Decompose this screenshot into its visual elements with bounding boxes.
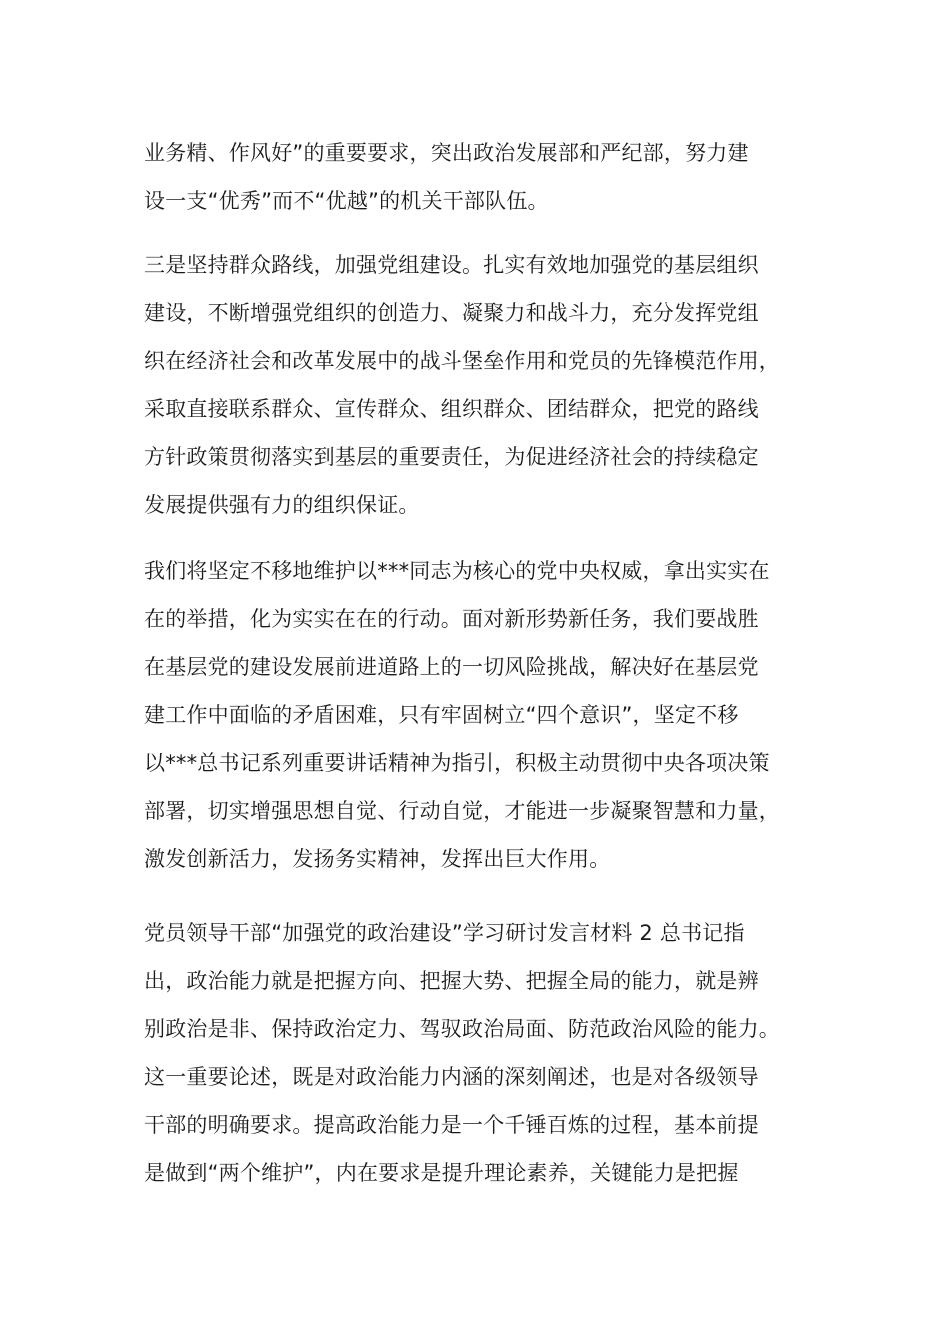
text-line: 在基层党的建设发展前进道路上的一切风险挑战，解决好在基层党 xyxy=(144,655,759,679)
text-line: 采取直接联系群众、宣传群众、组织群众、团结群众，把党的路线 xyxy=(144,397,759,421)
text-line: 织在经济社会和改革发展中的战斗堡垒作用和党员的先锋模范作用， xyxy=(144,349,780,373)
text-line: 别政治是非、保持政治定力、驾驭政治局面、防范政治风险的能力。 xyxy=(144,1017,780,1041)
text-line: 党员领导干部“加强党的政治建设”学习研讨发言材料 2 总书记指 xyxy=(144,921,745,945)
text-line: 是做到“两个维护”，内在要求是提升理论素养，关键能力是把握 xyxy=(144,1161,739,1185)
text-line: 建设，不断增强党组织的创造力、凝聚力和战斗力，充分发挥党组 xyxy=(144,301,759,325)
text-line: 我们将坚定不移地维护以***同志为核心的党中央权威，拿出实实在 xyxy=(144,559,770,583)
text-line: 部署，切实增强思想自觉、行动自觉，才能进一步凝聚智慧和力量， xyxy=(144,799,780,823)
text-line: 三是坚持群众路线，加强党组建设。扎实有效地加强党的基层组织 xyxy=(144,253,759,277)
text-line: 发展提供强有力的组织保证。 xyxy=(144,493,420,517)
text-line: 干部的明确要求。提高政治能力是一个千锤百炼的过程，基本前提 xyxy=(144,1113,759,1137)
text-line: 出，政治能力就是把握方向、把握大势、把握全局的能力，就是辨 xyxy=(144,969,759,993)
text-line: 方针政策贯彻落实到基层的重要责任，为促进经济社会的持续稳定 xyxy=(144,445,759,469)
text-line: 建工作中面临的矛盾困难，只有牢固树立“四个意识”，坚定不移 xyxy=(144,703,739,727)
text-line: 业务精、作风好”的重要要求，突出政治发展部和严纪部，努力建 xyxy=(144,141,749,165)
text-line: 以***总书记系列重要讲话精神为指引，积极主动贯彻中央各项决策 xyxy=(144,751,770,775)
text-line: 这一重要论述，既是对政治能力内涵的深刻阐述，也是对各级领导 xyxy=(144,1065,759,1089)
text-line: 在的举措，化为实实在在的行动。面对新形势新任务，我们要战胜 xyxy=(144,607,759,631)
text-line: 激发创新活力，发扬务实精神，发挥出巨大作用。 xyxy=(144,847,611,871)
text-line: 设一支“优秀”而不“优越”的机关干部队伍。 xyxy=(144,189,549,213)
